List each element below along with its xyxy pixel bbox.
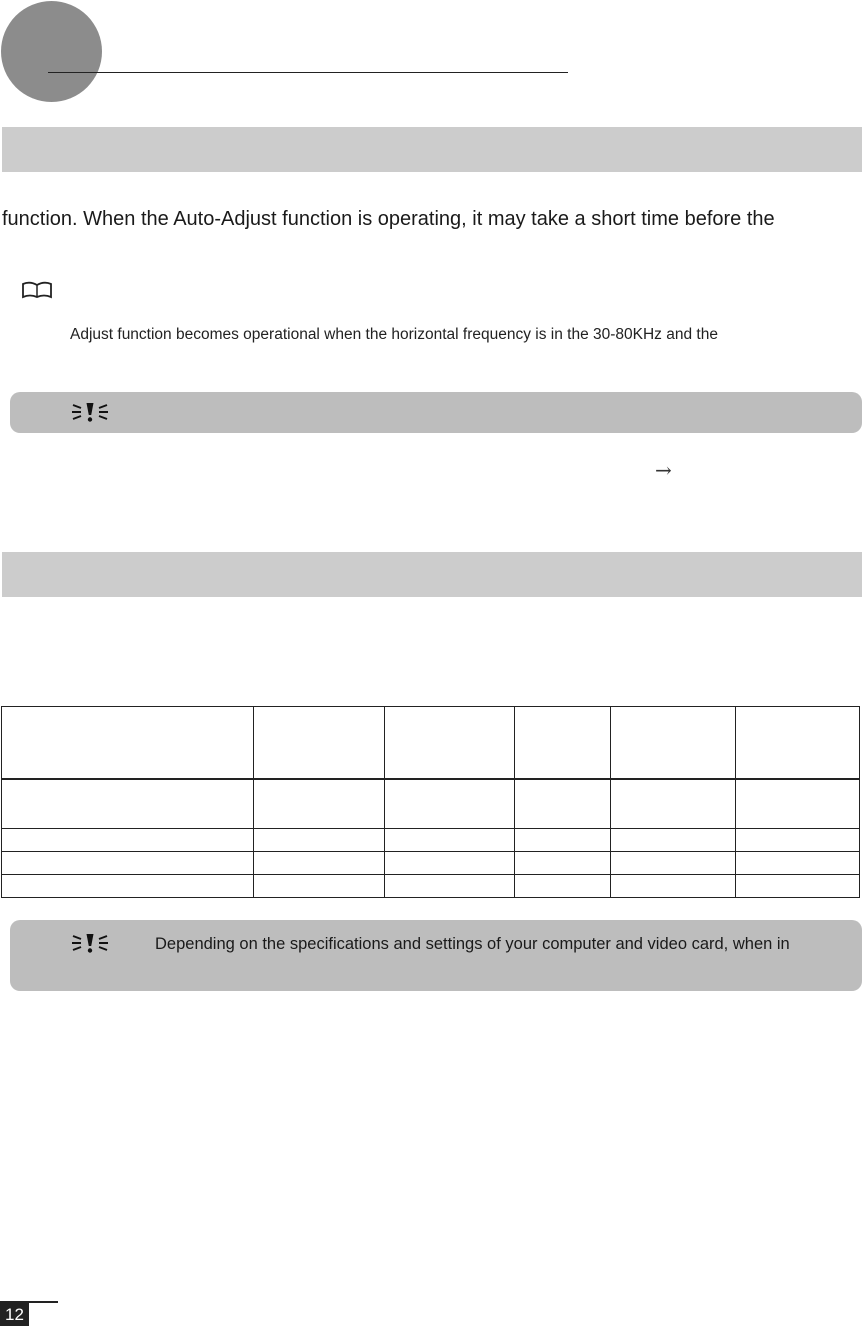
paragraph-line: function. When the Auto-Adjust function is operating, it may take a short time before the <box>2 208 775 230</box>
table-cell <box>736 829 860 852</box>
table-cell <box>515 829 611 852</box>
page-number: 12 <box>0 1303 29 1326</box>
section-heading-band <box>2 552 862 597</box>
table-cell <box>611 875 736 898</box>
note-text: Adjust function becomes operational when the horizontal frequency is in the 30-80KHz and the <box>70 326 718 343</box>
table-cell <box>384 779 515 829</box>
table-cell <box>515 875 611 898</box>
table-row <box>2 779 860 829</box>
table-cell <box>515 852 611 875</box>
table-header-cell <box>515 707 611 780</box>
table-cell <box>253 875 384 898</box>
title-underline <box>48 72 568 73</box>
attention-icon <box>70 400 110 429</box>
chapter-badge <box>1 1 102 102</box>
table-header-cell <box>2 707 254 780</box>
attention-icon <box>70 931 110 960</box>
timing-table <box>1 706 860 898</box>
tip-text: Depending on the specifications and settings of your computer and video card, when in <box>155 935 790 953</box>
table-cell <box>515 779 611 829</box>
table-cell <box>611 829 736 852</box>
arrow-glyph: → <box>655 458 672 482</box>
table-cell <box>2 779 254 829</box>
table-cell <box>736 779 860 829</box>
table-cell <box>253 852 384 875</box>
table-cell <box>736 852 860 875</box>
table-cell <box>2 829 254 852</box>
table-row <box>2 829 860 852</box>
table-cell <box>611 852 736 875</box>
table-header-cell <box>384 707 515 780</box>
table-cell <box>253 779 384 829</box>
table-cell <box>384 852 515 875</box>
table-cell <box>611 779 736 829</box>
table-cell <box>253 829 384 852</box>
tip-box <box>10 392 862 433</box>
table-header-row <box>2 707 860 780</box>
table-cell <box>2 875 254 898</box>
table-header-cell <box>253 707 384 780</box>
table-cell <box>384 829 515 852</box>
table-header-cell <box>611 707 736 780</box>
table-header-cell <box>736 707 860 780</box>
book-icon <box>20 280 54 305</box>
table-row <box>2 852 860 875</box>
table-cell <box>2 852 254 875</box>
table-cell <box>736 875 860 898</box>
table-cell <box>384 875 515 898</box>
section-heading-band <box>2 127 862 172</box>
table-row <box>2 875 860 898</box>
tip-box <box>10 920 862 991</box>
